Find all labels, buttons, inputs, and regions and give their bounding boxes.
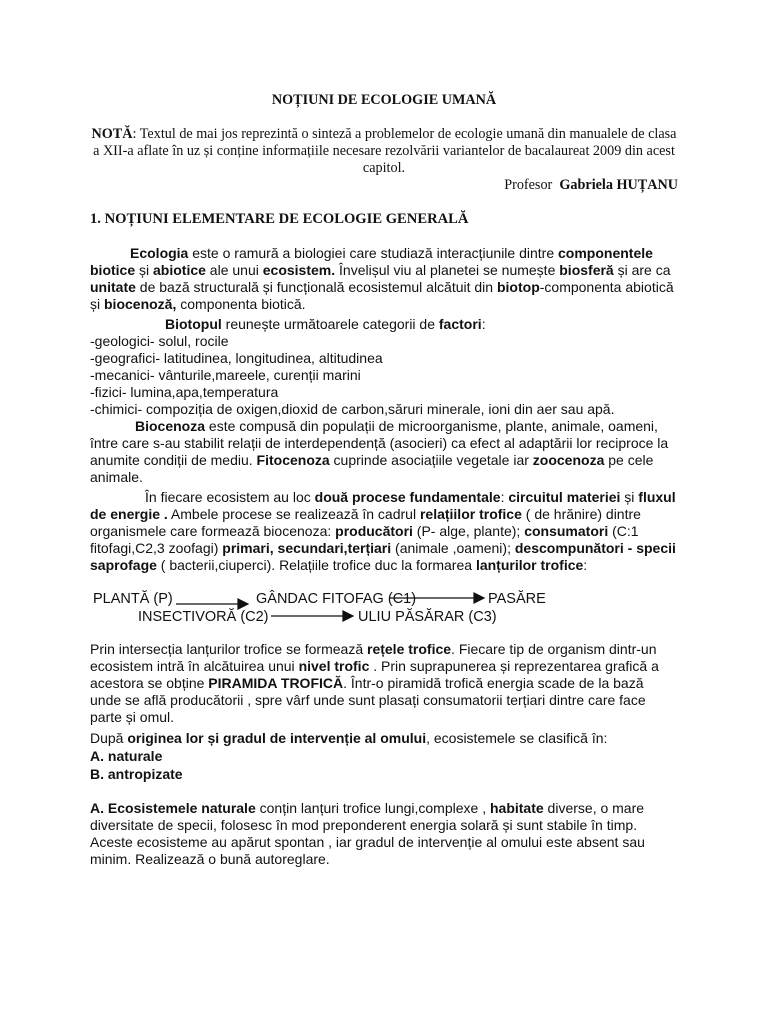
text-run: pe cele animale. — [90, 452, 654, 485]
text-run: , ecosistemele se clasifică în: — [426, 730, 608, 746]
bold-term: Fitocenoza — [256, 452, 330, 468]
paragraph-clasificare — [90, 730, 676, 747]
text-run: : — [583, 557, 588, 573]
bold-term: componentele biotice — [90, 245, 653, 278]
text-run: (P- alge, plante); — [412, 523, 525, 539]
bold-term: nivel trofic — [298, 658, 370, 674]
paragraph-retele — [90, 641, 676, 726]
arrow-head-icon — [474, 593, 484, 603]
bold-term: consumatori — [524, 523, 609, 539]
bold-term: zoocenoza — [532, 452, 605, 468]
text-run: . Prin suprapunerea și reprezentarea grafică a acestora se obține — [90, 658, 659, 691]
bold-term: biosferă — [559, 262, 614, 278]
text-run: : — [481, 316, 486, 332]
arrow-head-icon — [238, 599, 248, 609]
bold-term: abiotice — [153, 262, 206, 278]
bold-term: relațiilor trofice — [419, 506, 522, 522]
text-run: conțin lanțuri trofice lungi,complexe , — [255, 800, 490, 816]
chain-node-bird: PASĂRE — [488, 591, 546, 607]
text-run: . Într-o piramidă trofică energia scade de la bază unde se află producătorii , spre vârf unde sunt plasați consumatorii terțiari dintre care face parte și omul. — [90, 675, 646, 725]
bold-term: biocenoză, — [104, 296, 177, 312]
bold-term: producători — [335, 523, 413, 539]
bold-term: fluxul de energie . — [90, 489, 676, 522]
factor-item: -geografici- latitudinea, longitudinea, altitudinea — [90, 350, 383, 366]
bold-term: descompunători - specii saprofage — [90, 540, 676, 573]
text-run: -componenta abiotică și — [90, 279, 674, 312]
paragraph-naturale — [90, 800, 676, 868]
arrow-head-icon — [343, 611, 353, 621]
text-run: este o ramură a biologiei care studiază interacțiunile dintre — [188, 245, 559, 261]
text-run: diverse, o mare diversitate de specii, folosesc în mod preponderent energia solară și sunt stabile în timp. Aceste ecosisteme au apărut spontan , iar gradul de intervenție al omului este absent sau minim. Realizează o bună autoreglare. — [90, 800, 645, 867]
chain-node-plant: PLANTĂ (P) — [93, 591, 173, 607]
document-title: NOȚIUNI DE ECOLOGIE UMANĂ — [271, 92, 497, 108]
bold-term: unitate — [90, 279, 136, 295]
bold-term: PIRAMIDA TROFICĂ — [208, 675, 344, 691]
text-run: de bază structurală și funcțională ecosistemul alcătuit din — [135, 279, 497, 295]
text-run: După — [90, 730, 128, 746]
bold-term: factori — [438, 316, 482, 332]
chain-node-beetle: GÂNDAC FITOFAG (C1) — [256, 591, 417, 607]
factor-item: -geologici- solul, rocile — [90, 333, 229, 349]
text-run: Prin intersecția lanțurilor trofice se formează — [90, 641, 367, 657]
bold-term: două procese fundamentale — [314, 489, 501, 505]
section-heading: 1. NOȚIUNI ELEMENTARE DE ECOLOGIE GENERALĂ — [90, 211, 469, 227]
author-name: Gabriela HUȚANU — [559, 177, 678, 193]
text-run: . Fiecare tip de organism dintr-un ecosistem intră în alcătuirea unui — [90, 641, 657, 674]
factor-item: -chimici- compoziția de oxigen,dioxid de carbon,săruri minerale, ioni din aer sau apă. — [90, 401, 615, 417]
bold-term: circuitul materiei — [508, 489, 621, 505]
bold-term: lanțurilor trofice — [475, 557, 584, 573]
bold-term: habitate — [489, 800, 544, 816]
text-run: (animale ,oameni); — [391, 540, 515, 556]
text-run: Învelișul viu al planetei se numește — [335, 262, 560, 278]
chain-node-bird-cont: INSECTIVORĂ (C2) — [138, 609, 269, 625]
factor-item: -fizici- lumina,apa,temperatura — [90, 384, 279, 400]
note-label: NOTĂ — [91, 126, 133, 142]
note-text: : Textul de mai jos reprezintă o sinteză a problemelor de ecologie umană din manualele de clasa a XII-a aflate în uz și conține informațiile necesare rezolvării variantelor de bacalaureat 2009 din acest capitol. — [93, 126, 677, 176]
chain-node-hawk: ULIU PĂSĂRAR (C3) — [358, 609, 497, 625]
text-run: și are ca — [613, 262, 671, 278]
bold-term: A. Ecosistemele naturale — [90, 800, 256, 816]
text-run: și — [135, 262, 154, 278]
bold-term: originea lor și gradul de intervenție al omului — [127, 730, 427, 746]
bold-term: ecosistem. — [262, 262, 336, 278]
factor-item: -mecanici- vânturile,mareele, curenții marini — [90, 367, 361, 383]
text-run: componenta biotică. — [176, 296, 306, 312]
text-run: În fiecare ecosistem au loc — [145, 489, 315, 505]
class-a: A. naturale — [90, 748, 163, 764]
text-run: și — [620, 489, 639, 505]
text-run: ( de hrănire) dintre organismele care formează biocenoza: — [90, 506, 641, 539]
text-run: este compusă din populații de microorganisme, plante, animale, oameni, între care s-au stabilit relații de interdependență (asocieri) ca efect al adaptării lor reciproce la anumite condiții de mediu. — [90, 418, 669, 468]
bold-term: Biotopul — [165, 316, 222, 332]
text-run: reunește următoarele categorii de — [221, 316, 439, 332]
bold-term: rețele trofice — [367, 641, 452, 657]
text-run: Ambele procese se realizează în cadrul — [167, 506, 420, 522]
text-run: (C:1 fitofagi,C2,3 zoofagi) — [90, 523, 639, 556]
bold-term: primari, secundari,terțiari — [222, 540, 392, 556]
text-run: cuprinde asociațiile vegetale iar — [329, 452, 533, 468]
bold-term: Ecologia — [130, 245, 189, 261]
text-run: : — [500, 489, 509, 505]
text-run: ( bacterii,ciuperci). Relațiile trofice duc la formarea — [156, 557, 476, 573]
text-run: ale unui — [205, 262, 263, 278]
bold-term: Biocenoza — [135, 418, 206, 434]
bold-term: biotop — [496, 279, 540, 295]
author-prefix: Profesor — [504, 177, 553, 193]
class-b: B. antropizate — [90, 766, 183, 782]
